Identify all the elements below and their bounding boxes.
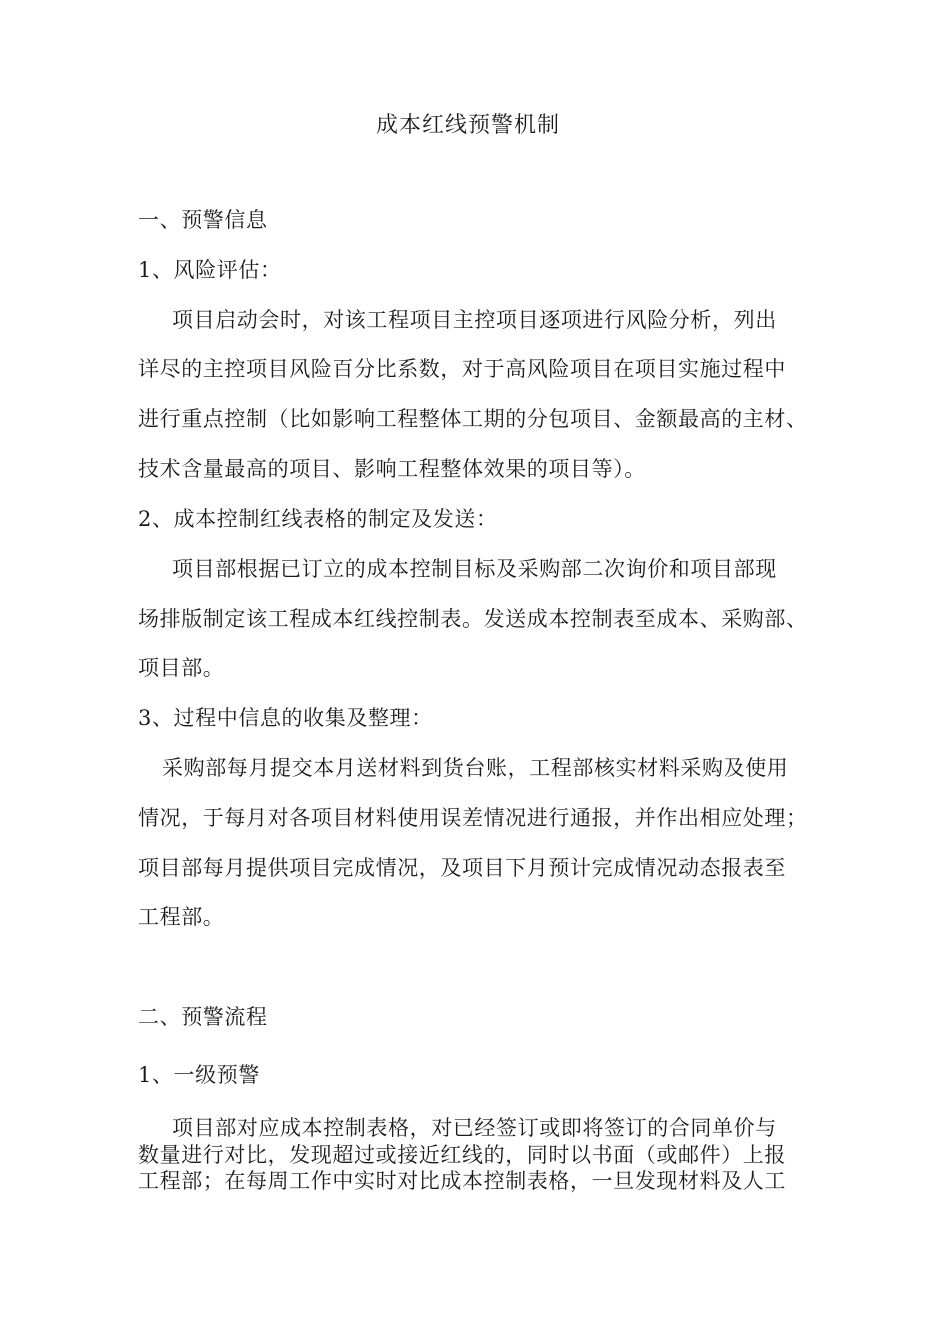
paragraph-line: 采购部每月提交本月送材料到货台账，工程部核实材料采购及使用: [162, 756, 789, 780]
section-heading-2: 二、预警流程: [138, 1005, 268, 1029]
section-heading-1: 一、预警信息: [138, 208, 268, 232]
paragraph-line: 技术含量最高的项目、影响工程整体效果的项目等）。: [138, 457, 646, 481]
paragraph-line: 数量进行对比，发现超过或接近红线的，同时以书面（或邮件）上报: [138, 1143, 786, 1167]
subsection-heading-1-1: 1、风险评估：: [138, 258, 282, 282]
paragraph-line: 场排版制定该工程成本红线控制表。发送成本控制表至成本、采购部、: [138, 607, 808, 631]
subsection-heading-1-2: 2、成本控制红线表格的制定及发送：: [138, 507, 498, 531]
paragraph-line: 情况，于每月对各项目材料使用误差情况进行通报，并作出相应处理；: [138, 806, 808, 830]
paragraph-line: 工程部。: [138, 905, 225, 929]
document-title: 成本红线预警机制: [376, 113, 561, 138]
paragraph-line: 项目部对应成本控制表格，对已经签订或即将签订的合同单价与: [172, 1116, 777, 1140]
subsection-heading-1-3: 3、过程中信息的收集及整理：: [138, 706, 433, 730]
paragraph-line: 项目启动会时，对该工程项目主控项目逐项进行风险分析，列出: [172, 308, 777, 332]
paragraph-line: 项目部每月提供项目完成情况，及项目下月预计完成情况动态报表至: [138, 856, 786, 880]
paragraph-line: 详尽的主控项目风险百分比系数，对于高风险项目在项目实施过程中: [138, 357, 786, 381]
paragraph-line: 项目部。: [138, 656, 225, 680]
paragraph-line: 进行重点控制（比如影响工程整体工期的分包项目、金额最高的主材、: [138, 407, 808, 431]
paragraph-line: 工程部；在每周工作中实时对比成本控制表格，一旦发现材料及人工: [138, 1169, 786, 1193]
subsection-heading-2-1: 1、一级预警: [138, 1063, 260, 1087]
paragraph-line: 项目部根据已订立的成本控制目标及采购部二次询价和项目部现: [172, 557, 777, 581]
